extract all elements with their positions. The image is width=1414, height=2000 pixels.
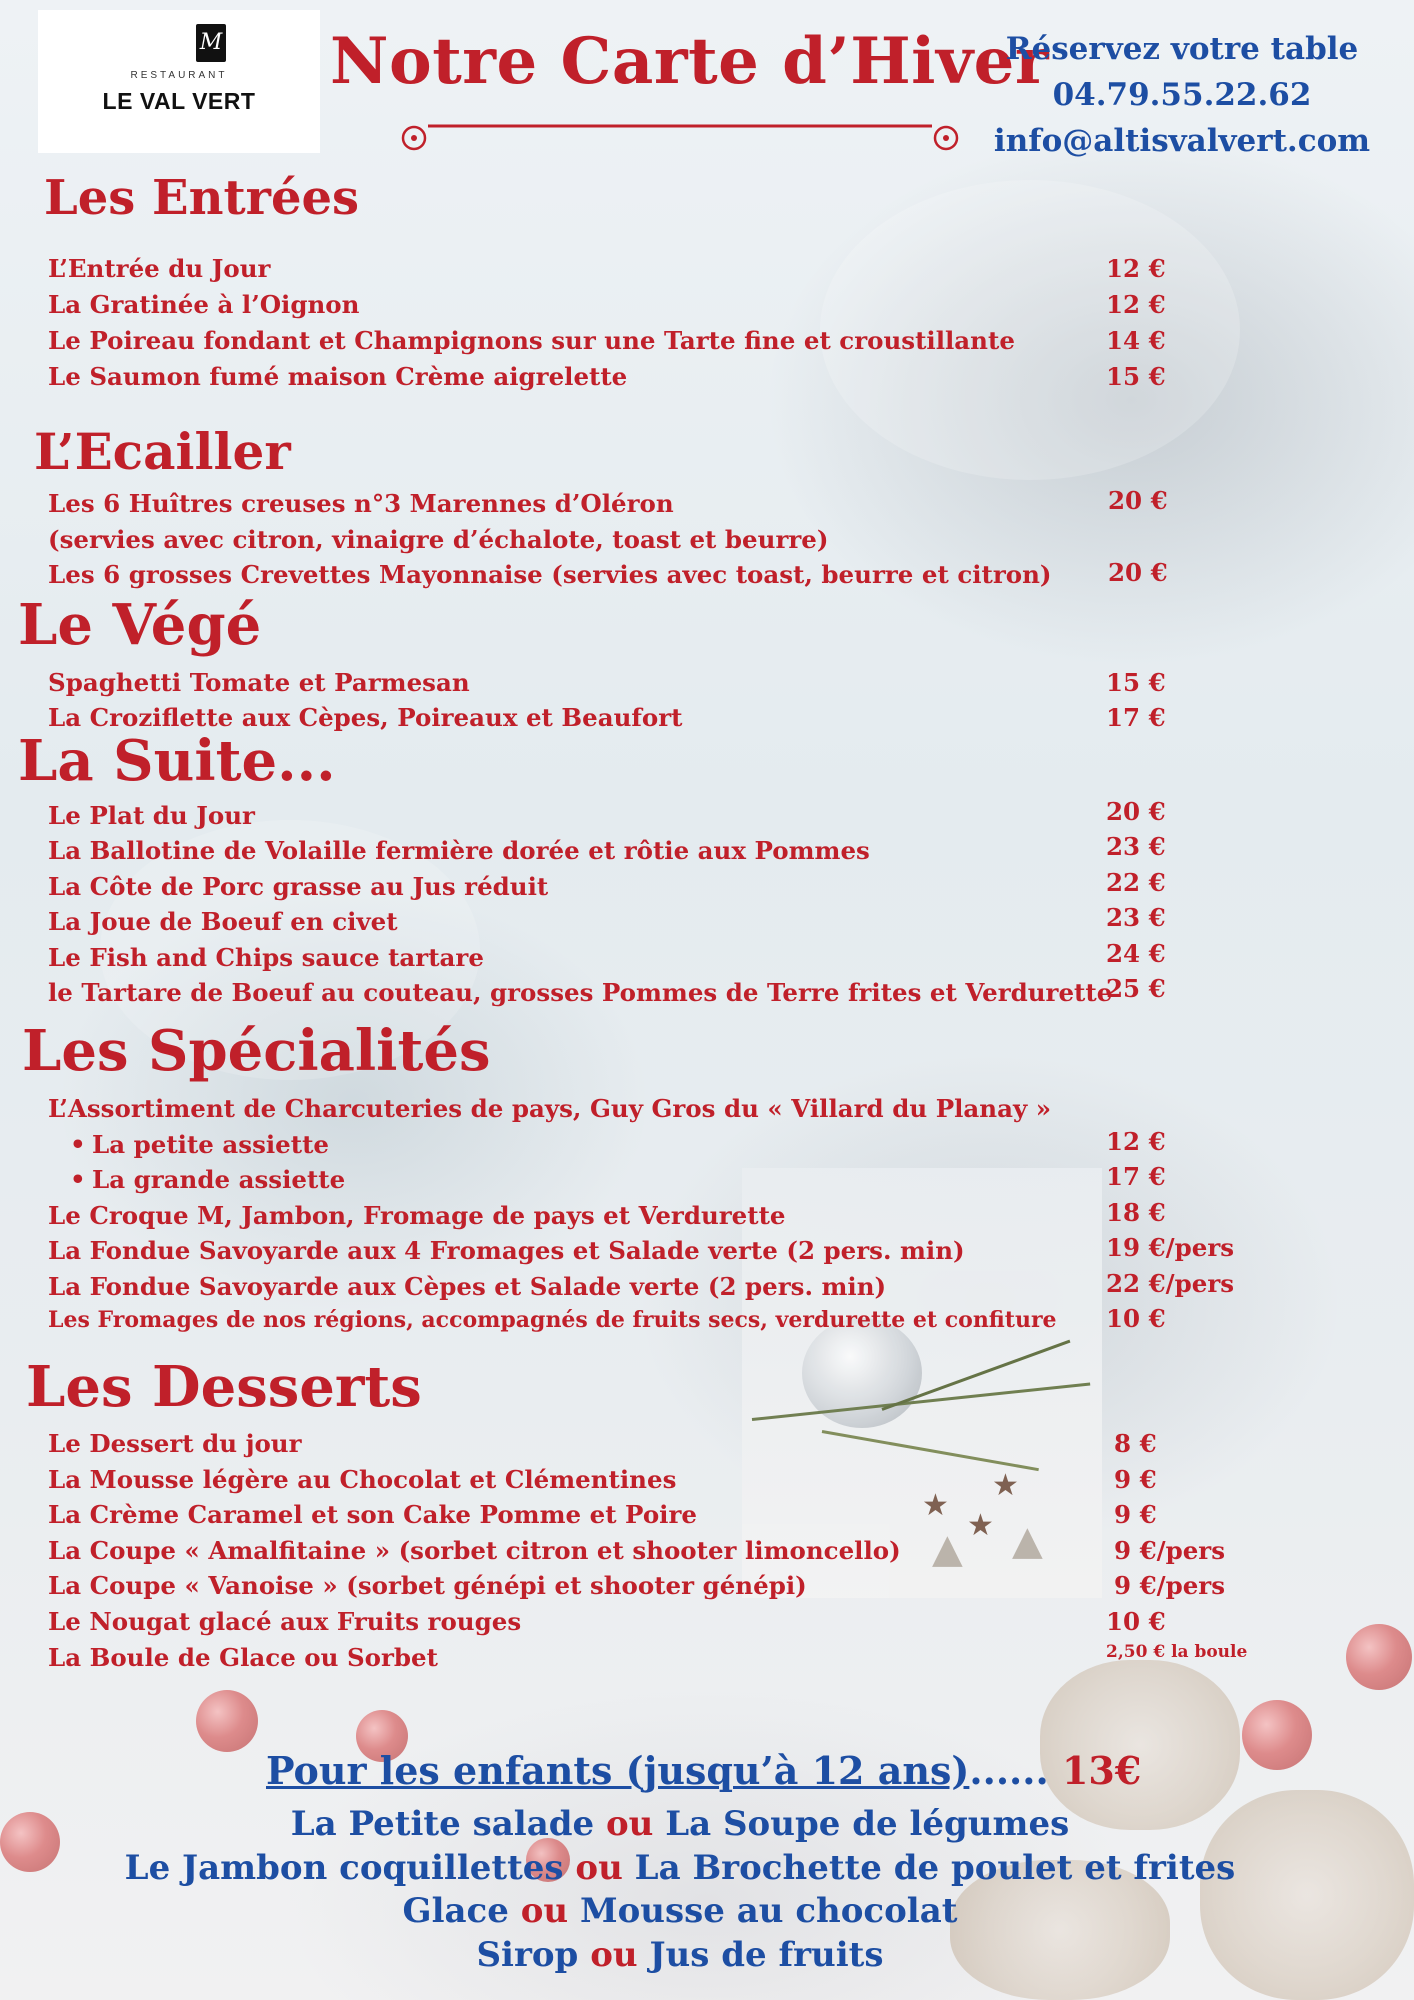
menu-item-name: Les 6 Huîtres creuses n°3 Marennes d’Oléron	[48, 489, 674, 518]
kids-choice: Glace	[402, 1891, 509, 1931]
star-ornament-icon: ★	[992, 1468, 1019, 1503]
menu-item-price: 9 €	[1114, 1500, 1157, 1529]
kids-menu-line	[0, 1848, 1360, 1888]
star-ornament-icon: ★	[922, 1488, 949, 1523]
menu-item-name: Le Saumon fumé maison Crème aigrelette	[48, 362, 628, 391]
phone-number[interactable]: 04.79.55.22.62	[1052, 77, 1312, 113]
kids-choice: La Soupe de légumes	[665, 1804, 1070, 1844]
menu-item-price: 12 €	[1106, 254, 1166, 283]
menu-item-price: 15 €	[1106, 362, 1166, 391]
kids-menu-dots: ......	[969, 1748, 1049, 1793]
menu-item-name: Le Dessert du jour	[48, 1429, 302, 1458]
menu-item-name: Spaghetti Tomate et Parmesan	[48, 668, 470, 697]
menu-item-name: La Coupe « Amalfitaine » (sorbet citron et shooter limoncello)	[48, 1536, 901, 1565]
menu-item-price: 19 €/pers	[1106, 1233, 1235, 1262]
menu-item-price: 18 €	[1106, 1198, 1166, 1227]
menu-item-price: 20 €	[1106, 797, 1166, 826]
flourish-divider-icon	[400, 120, 960, 156]
reservation-contact	[972, 26, 1392, 164]
menu-item-price: 9 €/pers	[1114, 1571, 1225, 1600]
kids-choice: Sirop	[476, 1935, 579, 1975]
kids-menu-line	[0, 1804, 1360, 1844]
tree-ornament-icon: ▲	[1012, 1518, 1043, 1564]
kids-menu-heading	[266, 1748, 1141, 1793]
menu-item-name: La Joue de Boeuf en civet	[48, 907, 398, 936]
menu-item-price: 22 €	[1106, 868, 1166, 897]
tree-ornament-icon: ▲	[932, 1526, 963, 1572]
menu-item-name: Les 6 grosses Crevettes Mayonnaise (servies avec toast, beurre et citron)	[48, 560, 1052, 589]
section-heading-suite: La Suite...	[18, 728, 336, 794]
menu-item-price: 23 €	[1106, 832, 1166, 861]
menu-item-name: Le Nougat glacé aux Fruits rouges	[48, 1607, 522, 1636]
kids-menu-price: 13€	[1061, 1748, 1142, 1793]
section-heading-desserts: Les Desserts	[26, 1354, 422, 1420]
menu-item-name: L’Entrée du Jour	[48, 254, 271, 283]
kids-separator: ou	[590, 1935, 638, 1975]
kids-separator: ou	[605, 1804, 654, 1844]
kids-menu-title: Pour les enfants (jusqu’à 12 ans)	[266, 1748, 970, 1793]
menu-item-price: 12 €	[1106, 1127, 1166, 1156]
kids-separator: ou	[575, 1848, 623, 1888]
menu-item-price: 22 €/pers	[1106, 1269, 1235, 1298]
menu-item-price: 10 €	[1106, 1304, 1166, 1333]
menu-item-name: Le Poireau fondant et Champignons sur une Tarte fine et croustillante	[48, 326, 1015, 355]
menu-item-name: • La petite assiette	[92, 1130, 329, 1160]
kids-choice: Mousse au chocolat	[579, 1891, 958, 1931]
kids-choice: Jus de fruits	[649, 1935, 884, 1975]
kids-choice: La Petite salade	[290, 1804, 595, 1844]
section-heading-entrees: Les Entrées	[44, 170, 360, 226]
menu-item-price: 8 €	[1114, 1429, 1157, 1458]
page-title: Notre Carte d’Hiver	[330, 24, 1050, 99]
menu-item-name: La Croziflette aux Cèpes, Poireaux et Beaufort	[48, 703, 683, 732]
menu-item-price: 17 €	[1106, 703, 1166, 732]
menu-item-name: La Gratinée à l’Oignon	[48, 290, 360, 319]
menu-item-name: La Fondue Savoyarde aux Cèpes et Salade verte (2 pers. min)	[48, 1272, 887, 1301]
menu-item-price: 2,50 € la boule	[1106, 1642, 1248, 1662]
menu-item-name: La Crème Caramel et son Cake Pomme et Poire	[48, 1500, 697, 1529]
menu-item-price: 23 €	[1106, 903, 1166, 932]
menu-item-name: • La grande assiette	[92, 1165, 345, 1195]
kids-separator: ou	[520, 1891, 569, 1931]
kids-menu-line	[0, 1935, 1360, 1975]
menu-item-name: le Tartare de Boeuf au couteau, grosses Pommes de Terre frites et Verdurette	[48, 978, 1113, 1007]
section-heading-ecailler: L’Ecailler	[34, 422, 291, 481]
menu-item-name: Le Plat du Jour	[48, 801, 255, 830]
menu-item-price: 9 €/pers	[1114, 1536, 1225, 1565]
section-heading-vege: Le Végé	[18, 592, 262, 658]
logo-subtitle: RESTAURANT	[130, 70, 228, 81]
star-ornament-icon: ★	[967, 1508, 994, 1543]
menu-item-name: Les Fromages de nos régions, accompagnés de fruits secs, verdurette et confiture	[48, 1307, 1057, 1333]
menu-item-price: 12 €	[1106, 290, 1166, 319]
menu-item-price: 10 €	[1106, 1607, 1166, 1636]
christmas-decoration-photo	[742, 1168, 1102, 1598]
kids-menu-line	[0, 1891, 1360, 1931]
menu-item-name: La Mousse légère au Chocolat et Clémentines	[48, 1465, 677, 1494]
menu-item-price: 25 €	[1106, 974, 1166, 1003]
menu-item-name: La Fondue Savoyarde aux 4 Fromages et Salade verte (2 pers. min)	[48, 1236, 965, 1265]
kids-choice: Le Jambon coquillettes	[124, 1848, 564, 1888]
menu-item-name: La Côte de Porc grasse au Jus réduit	[48, 872, 549, 901]
menu-item-note: (servies avec citron, vinaigre d’échalote, toast et beurre)	[48, 525, 829, 554]
menu-item-name: Le Fish and Chips sauce tartare	[48, 943, 484, 972]
kids-choice: La Brochette de poulet et frites	[634, 1848, 1236, 1888]
menu-item-price: 14 €	[1106, 326, 1166, 355]
menu-item-price: 20 €	[1108, 486, 1168, 515]
menu-item-price: 24 €	[1106, 939, 1166, 968]
reservation-label: Réservez votre table	[1005, 31, 1359, 67]
logo-mark-icon: M	[196, 24, 226, 62]
logo-name: LE VAL VERT	[102, 88, 256, 114]
menu-item-name: Le Croque M, Jambon, Fromage de pays et Verdurette	[48, 1201, 786, 1230]
menu-item-price: 20 €	[1108, 558, 1168, 587]
menu-item-name: La Boule de Glace ou Sorbet	[48, 1643, 438, 1672]
menu-item-price: 17 €	[1106, 1162, 1166, 1191]
section-heading-specialites: Les Spécialités	[22, 1018, 491, 1084]
menu-item-name: L’Assortiment de Charcuteries de pays, Guy Gros du « Villard du Planay »	[48, 1094, 1052, 1123]
restaurant-logo	[38, 10, 320, 153]
menu-item-name: La Coupe « Vanoise » (sorbet génépi et shooter génépi)	[48, 1571, 807, 1600]
menu-item-price: 9 €	[1114, 1465, 1157, 1494]
email-address[interactable]: info@altisvalvert.com	[993, 123, 1371, 159]
menu-item-name: La Ballotine de Volaille fermière dorée et rôtie aux Pommes	[48, 836, 870, 865]
menu-item-price: 15 €	[1106, 668, 1166, 697]
